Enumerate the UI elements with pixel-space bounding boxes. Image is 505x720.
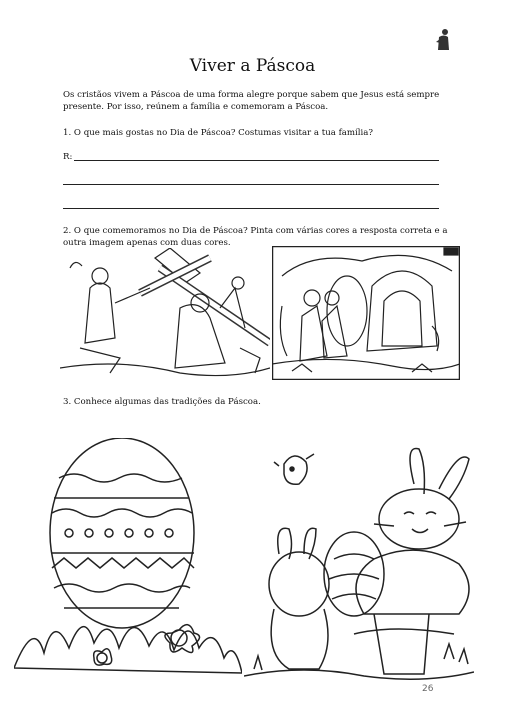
easter-bunnies-illustration	[244, 444, 474, 684]
question-3: 3. Conhece algumas das tradições da Páscoa.	[63, 397, 261, 407]
jesus-carrying-cross-illustration	[60, 248, 270, 380]
answer-line-1	[74, 160, 439, 161]
answer-line-2	[63, 184, 439, 185]
intro-text: Os cristãos vivem a Páscoa de uma forma alegre porque sabem que Jesus está sempre presente. Por isso, reúnem a família e comemoram a Páscoa.	[63, 90, 440, 113]
praying-figure-icon	[432, 28, 454, 52]
page-number: 26	[422, 684, 434, 694]
page-title: Viver a Páscoa	[189, 56, 316, 76]
answer-line-3	[63, 208, 439, 209]
question-2: 2. O que comemoramos no Dia de Páscoa? Pinta com várias cores a resposta correta e a outra imagem apenas com duas cores.	[63, 226, 448, 249]
question-1: 1. O que mais gostas no Dia de Páscoa? Costumas visitar a tua família?	[63, 128, 374, 138]
answer-label: R:	[63, 152, 73, 162]
empty-tomb-resurrection-illustration	[272, 246, 460, 380]
easter-egg-illustration	[14, 438, 242, 683]
